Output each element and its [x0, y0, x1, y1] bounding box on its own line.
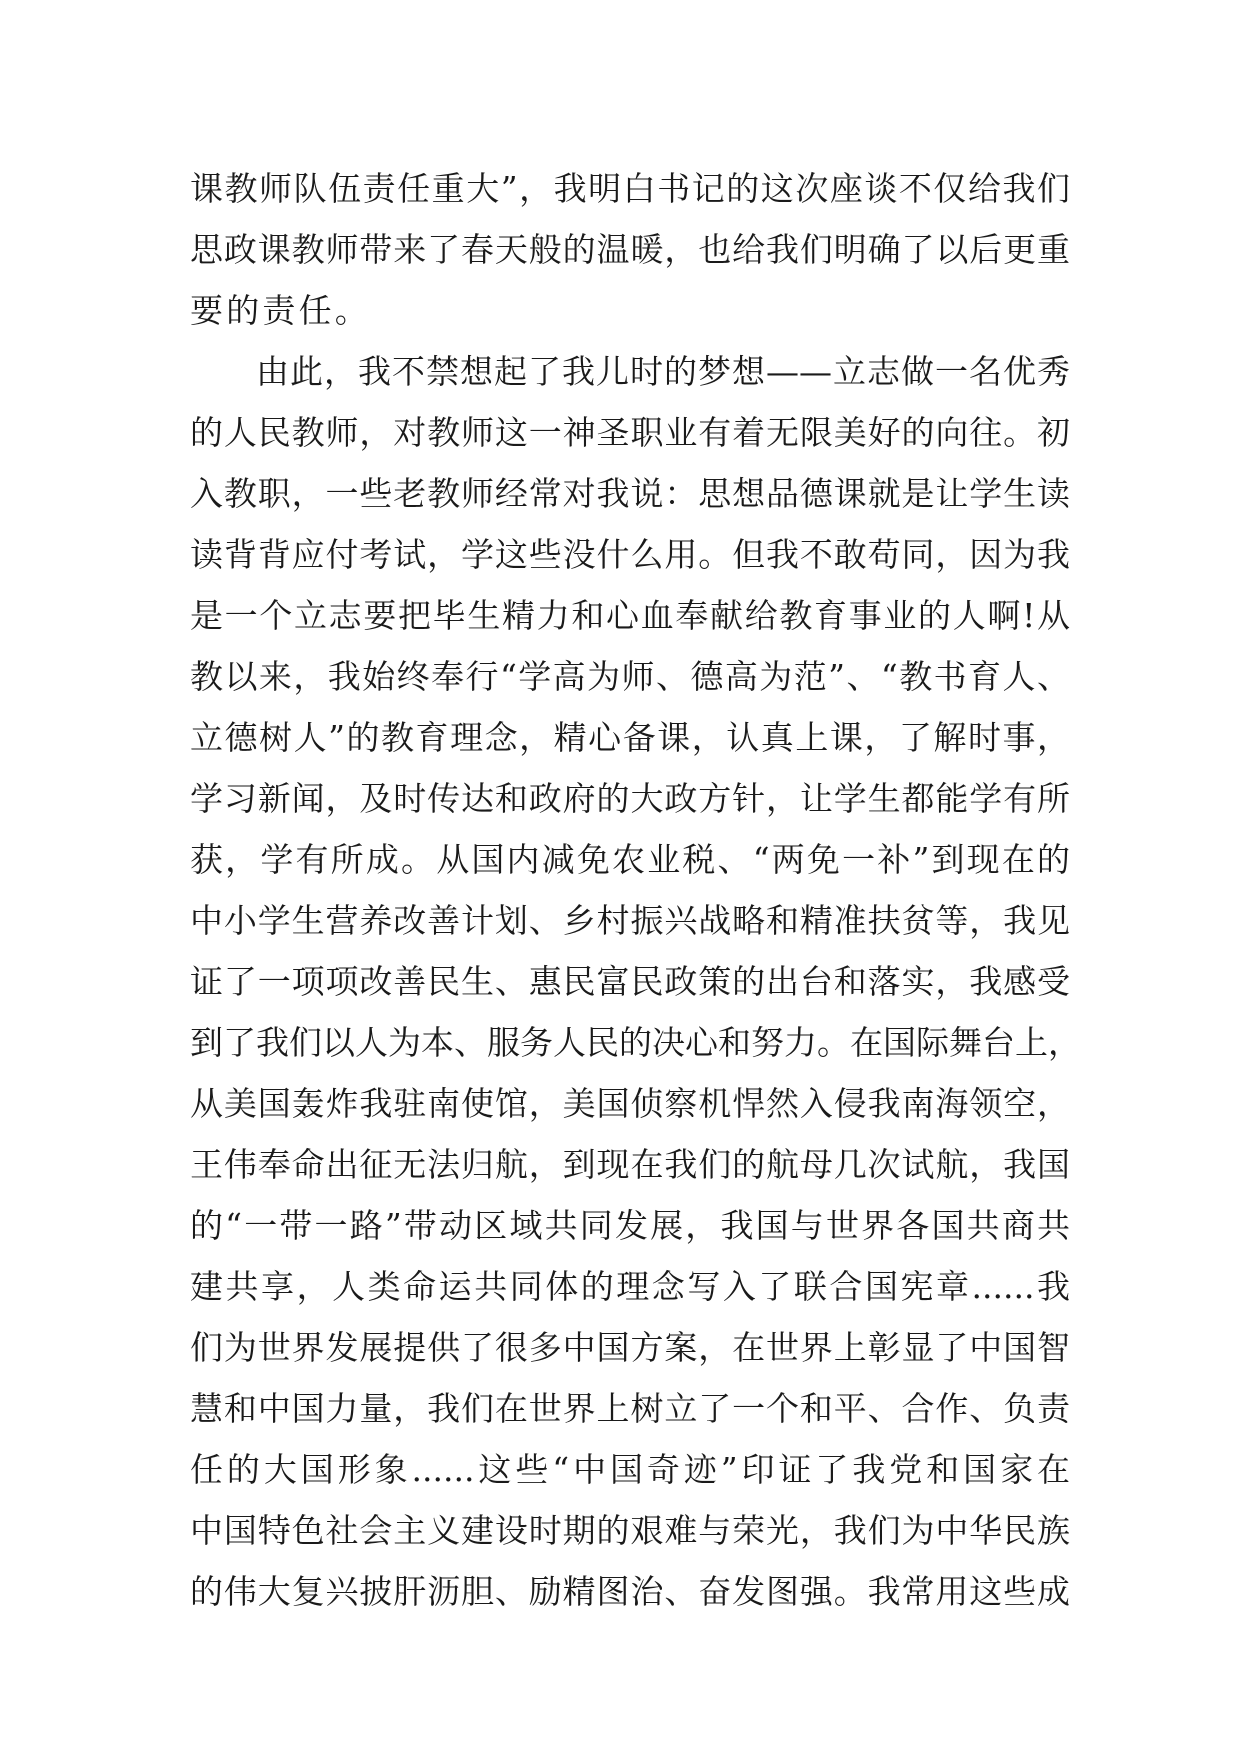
text-line: 立德树人”的教育理念，精心备课，认真上课，了解时事，	[190, 718, 1070, 757]
text-line: 课教师队伍责任重大”，我明白书记的这次座谈不仅给我们	[190, 169, 1070, 208]
text-line: 王伟奉命出征无法归航，到现在我们的航母几次试航，我国	[190, 1145, 1070, 1184]
text-line: 建共享，人类命运共同体的理念写入了联合国宪章......我	[190, 1267, 1070, 1306]
text-line: 中小学生营养改善计划、乡村振兴战略和精准扶贫等，我见	[190, 901, 1070, 940]
text-line: 教以来，我始终奉行“学高为师、德高为范”、“教书育人、	[190, 657, 1070, 696]
text-line: 思政课教师带来了春天般的温暖，也给我们明确了以后更重	[190, 230, 1070, 269]
text-line: 慧和中国力量，我们在世界上树立了一个和平、合作、负责	[190, 1389, 1070, 1428]
text-line: 的“一带一路”带动区域共同发展，我国与世界各国共商共	[190, 1206, 1070, 1245]
text-line: 获，学有所成。从国内减免农业税、“两免一补”到现在的	[190, 840, 1070, 879]
text-line: 中国特色社会主义建设时期的艰难与荣光，我们为中华民族	[190, 1511, 1070, 1550]
text-line: 的伟大复兴披肝沥胆、励精图治、奋发图强。我常用这些成	[190, 1572, 1070, 1611]
text-line: 从美国轰炸我驻南使馆，美国侦察机悍然入侵我南海领空，	[190, 1084, 1070, 1123]
text-line: 读背背应付考试，学这些没什么用。但我不敢苟同，因为我	[190, 535, 1070, 574]
text-line: 们为世界发展提供了很多中国方案，在世界上彰显了中国智	[190, 1328, 1070, 1367]
text-line: 要的责任。	[190, 291, 371, 330]
body-text	[190, 158, 1081, 1622]
text-line: 学习新闻，及时传达和政府的大政方针，让学生都能学有所	[190, 779, 1070, 818]
text-line: 的人民教师，对教师这一神圣职业有着无限美好的向往。初	[190, 413, 1070, 452]
text-line: 证了一项项改善民生、惠民富民政策的出台和落实，我感受	[190, 962, 1070, 1001]
text-line: 任的大国形象......这些“中国奇迹”印证了我党和国家在	[190, 1450, 1070, 1489]
text-line: 到了我们以人为本、服务人民的决心和努力。在国际舞台上，	[190, 1023, 1081, 1062]
paragraph-first-line: 由此，我不禁想起了我儿时的梦想——立志做一名优秀	[256, 352, 1070, 391]
text-line: 入教职，一些老教师经常对我说：思想品德课就是让学生读	[190, 474, 1070, 513]
text-line: 是一个立志要把毕生精力和心血奉献给教育事业的人啊!从	[190, 596, 1070, 635]
